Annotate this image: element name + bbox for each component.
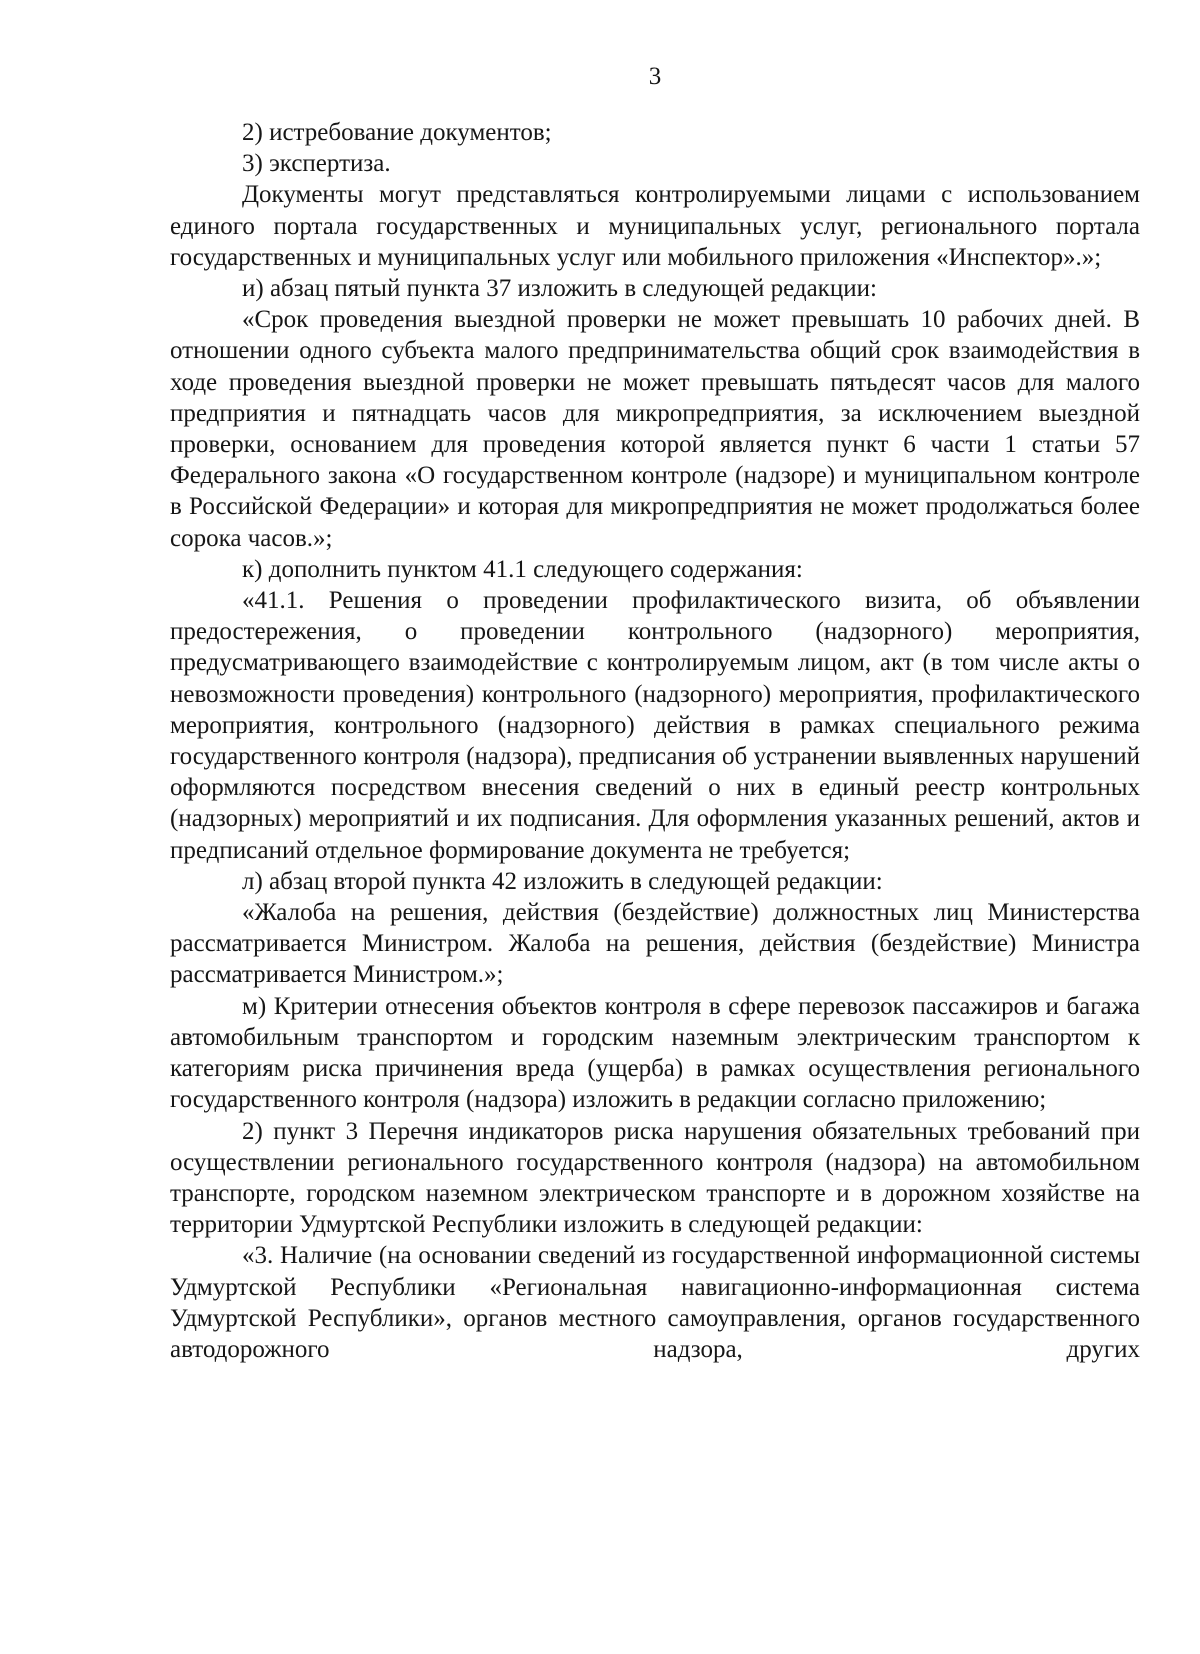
paragraph: к) дополнить пунктом 41.1 следующего содержания: — [242, 555, 803, 583]
document-body — [170, 117, 1140, 1365]
paragraph: 3) экспертиза. — [242, 150, 391, 178]
paragraph: 2) пункт 3 Перечня индикаторов риска нарушения обязательных требований при осуществлении регионального государственного контроля (надзора) на автомобильном транспорте, городском наземном электрическом транспорте и в дорожном хозяйстве на территории Удмуртской Республики изложить в следующей редакции: — [170, 1117, 1140, 1239]
paragraph: «41.1. Решения о проведении профилактического визита, об объявлении предостережения, о проведении контрольного (надзорного) мероприятия, предусматривающего взаимодействие с контролируемым лицом, акт (в том числе акты о невозможности проведения) контрольного (надзорного) мероприятия, профилактического мероприятия, контрольного (надзорного) действия в рамках специального режима государственного контроля (надзора), предписания об устранении выявленных нарушений оформляются посредством внесения сведений о них в единый реестр контрольных (надзорных) мероприятий и их подписания. Для оформления указанных решений, актов и предписаний отдельное формирование документа не требуется; — [170, 587, 1140, 864]
paragraph: м) Критерии отнесения объектов контроля в сфере перевозок пассажиров и багажа автомобильным транспортом и городским наземным электрическим транспортом к категориям риска причинения вреда (ущерба) в рамках осуществления регионального государственного контроля (надзора) изложить в редакции согласно приложению; — [170, 992, 1140, 1114]
paragraph: и) абзац пятый пункта 37 изложить в следующей редакции: — [242, 275, 877, 303]
paragraph: Документы могут представляться контролируемыми лицами с использованием единого портала государственных и муниципальных услуг, регионального портала государственных и муниципальных услуг или мобильного приложения «Инспектор».»; — [170, 181, 1140, 271]
paragraph: «Срок проведения выездной проверки не может превышать 10 рабочих дней. В отношении одного субъекта малого предпринимательства общий срок взаимодействия в ходе проведения выездной проверки не может превышать пятьдесят часов для малого предприятия и пятнадцать часов для микропредприятия, за исключением выездной проверки, основанием для проведения которой является пункт 6 части 1 статьи 57 Федерального закона «О государственном контроле (надзоре) и муниципальном контроле в Российской Федерации» и которая для микропредприятия не может продолжаться более сорока часов.»; — [170, 306, 1140, 552]
paragraph: «Жалоба на решения, действия (бездействие) должностных лиц Министерства рассматривается Министром. Жалоба на решения, действия (бездействие) Министра рассматривается Министром.»; — [170, 899, 1140, 989]
paragraph-last: «3. Наличие (на основании сведений из государственной информационной системы Удмуртской Республики «Региональная навигационно-информационная система Удмуртской Республики», органов местного самоуправления, органов государственного автодорожного надзора, других — [170, 1242, 1140, 1363]
page-number: 3 — [648, 63, 662, 90]
paragraph: 2) истребование документов; — [242, 119, 552, 146]
paragraph: л) абзац второй пункта 42 изложить в следующей редакции: — [242, 867, 883, 895]
